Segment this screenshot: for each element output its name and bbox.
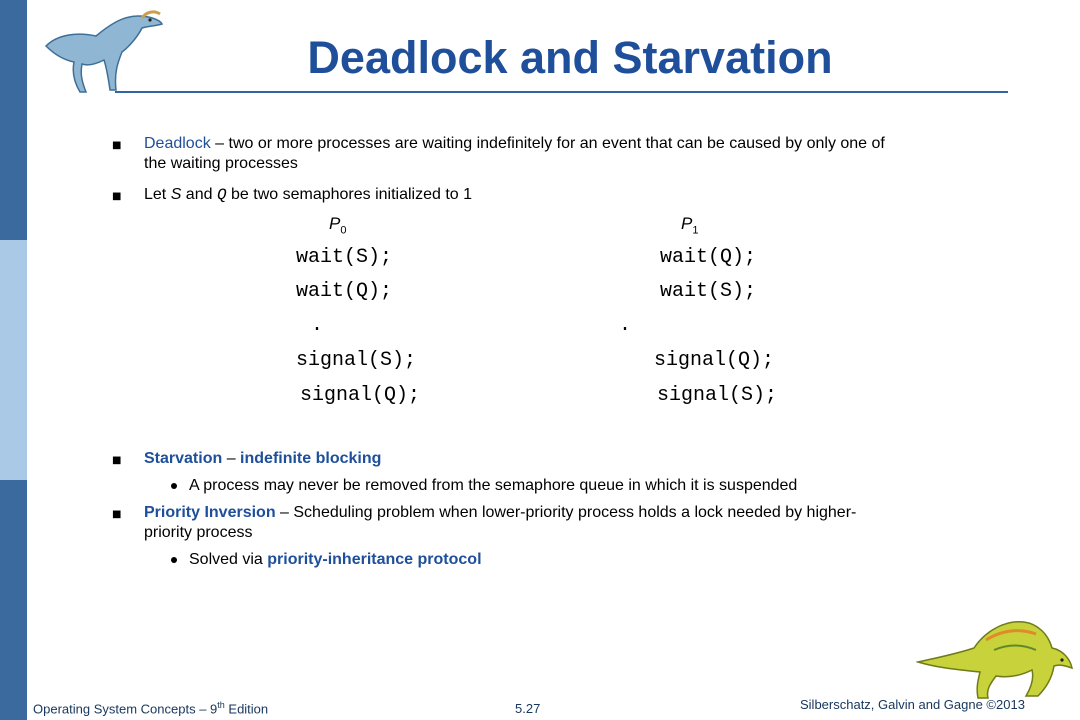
p0-letter: P: [329, 214, 341, 233]
p1-code-line: signal(Q);: [654, 349, 775, 372]
priority-text: – Scheduling problem when lower-priority process holds a lock needed by higher-: [275, 504, 857, 521]
p1-letter: P: [681, 214, 693, 233]
footer-copyright: Silberschatz, Galvin and Gagne ©2013: [800, 697, 1025, 712]
sub-bullet-dot: [171, 557, 177, 563]
var-q: Q: [216, 186, 227, 204]
deadlock-text: – two or more processes are waiting indefinitely for an event that can be caused by only one of: [210, 135, 885, 152]
footer-book: [33, 700, 268, 716]
p1-subscript: 1: [692, 224, 699, 237]
footer-book-sup: th: [217, 699, 225, 710]
starvation-sep: –: [222, 450, 241, 467]
solved-sub-bullet: [189, 550, 482, 570]
p0-code-line: .: [311, 314, 324, 337]
footer-book-suffix: Edition: [224, 701, 269, 716]
p0-code-line: signal(S);: [296, 349, 417, 372]
sidebar-stripe-light: [0, 240, 27, 480]
deadlock-text-2: the waiting processes: [144, 155, 298, 172]
bullet-marker: ■: [112, 455, 122, 466]
footer-book-prefix: Operating System Concepts – 9: [33, 701, 218, 716]
let-text: Let: [144, 186, 171, 203]
title-divider: [115, 91, 1008, 93]
page-title: Deadlock and Starvation: [307, 32, 833, 83]
deadlock-term: Deadlock: [144, 135, 211, 152]
p1-code-line: wait(S);: [660, 280, 757, 303]
bullet-marker: ■: [112, 140, 122, 151]
var-s: S: [170, 186, 182, 203]
and-text: and: [181, 186, 217, 203]
starvation-def: indefinite blocking: [240, 450, 382, 467]
p1-code-line: wait(Q);: [660, 246, 757, 269]
bullet-marker: ■: [112, 191, 122, 202]
p0-label: [329, 214, 346, 236]
sub-bullet-dot: [171, 483, 177, 489]
solved-text: Solved via: [189, 551, 268, 568]
p0-code-line: wait(Q);: [296, 280, 393, 303]
p1-label: [681, 214, 698, 236]
p0-code-line: signal(Q);: [300, 384, 421, 407]
init-text: be two semaphores initialized to 1: [226, 186, 473, 203]
dinosaur-illustration-icon: [916, 600, 1076, 700]
starvation-term: Starvation: [144, 450, 223, 467]
semaphore-bullet: [144, 185, 472, 205]
p0-code-line: wait(S);: [296, 246, 393, 269]
p1-code-line: signal(S);: [657, 384, 778, 407]
bullet-marker: ■: [112, 509, 122, 520]
p0-subscript: 0: [340, 224, 347, 237]
priority-inversion-bullet: [144, 503, 1004, 543]
priority-term: Priority Inversion: [144, 504, 276, 521]
priority-text-2: priority process: [144, 524, 253, 541]
sidebar-stripe-bottom: [0, 480, 27, 720]
starvation-sub-bullet: A process may never be removed from the semaphore queue in which it is suspended: [189, 477, 798, 494]
solved-term: priority-inheritance protocol: [267, 551, 482, 568]
page-number: 5.27: [515, 701, 541, 716]
p1-code-line: .: [619, 314, 632, 337]
starvation-bullet: [144, 449, 381, 469]
deadlock-bullet: [144, 134, 1004, 174]
